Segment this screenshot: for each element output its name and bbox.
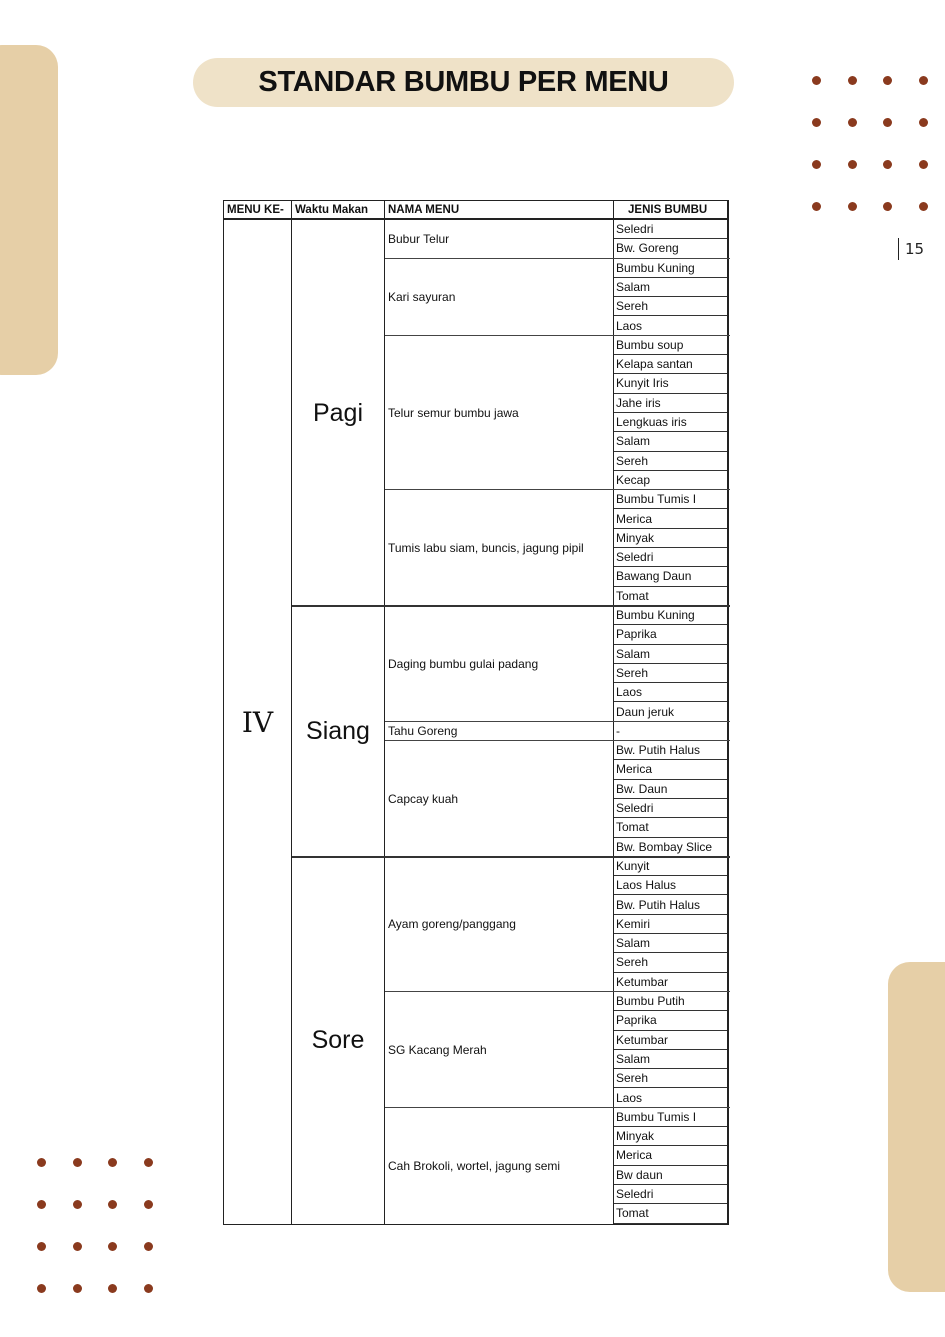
bumbu-cell: Ketumbar [614,1031,727,1050]
dot [144,1158,153,1167]
bumbu-cell: Laos Halus [614,876,727,895]
bumbu-cell: Bw. Bombay Slice [614,838,727,857]
bumbu-cell: Minyak [614,529,727,548]
dot [919,202,928,211]
bumbu-cell: Bumbu soup [614,336,727,355]
seasoning-table [223,200,729,1225]
dot [812,160,821,169]
header-menu-ke: MENU KE- [224,201,292,220]
meal-time-pagi: Pagi [312,398,364,427]
menu-name: Telur semur bumbu jawa [388,405,519,420]
page-title: STANDAR BUMBU PER MENU [258,66,669,98]
dot [37,1242,46,1251]
dot [37,1158,46,1167]
menu-name: Daging bumbu gulai padang [388,656,539,671]
bumbu-cell: Laos [614,683,727,702]
bumbu-cell: Laos [614,1089,727,1108]
bumbu-cell: Salam [614,645,727,664]
dot [919,76,928,85]
bumbu-cell: Bw daun [614,1166,727,1185]
bumbu-cell: Kecap [614,471,727,490]
column-divider [727,201,728,1224]
header-jenis-bumbu: JENIS BUMBU [614,201,729,220]
bumbu-cell: Paprika [614,1011,727,1030]
bumbu-cell: Bumbu Kuning [614,259,727,278]
dot [108,1158,117,1167]
bumbu-cell: Salam [614,432,727,451]
bumbu-cell: Sereh [614,664,727,683]
menu-name: Tumis labu siam, buncis, jagung pipil [388,541,584,556]
bumbu-cell: Tomat [614,818,727,837]
dot [919,118,928,127]
bumbu-cell: Sereh [614,1069,727,1088]
menu-name: Ayam goreng/panggang [388,917,516,932]
bumbu-cell: Ketumbar [614,973,727,992]
header-nama-menu: NAMA MENU [385,201,614,220]
bumbu-cell: Laos [614,317,727,336]
menu-name: Capcay kuah [388,791,459,806]
dot [812,202,821,211]
meal-time-siang: Siang [306,716,370,745]
bumbu-cell: Tomat [614,587,727,606]
title-banner [193,58,734,107]
bumbu-cell: Bw. Goreng [614,239,727,258]
dot [848,76,857,85]
bumbu-cell: Lengkuas iris [614,413,727,432]
dot [883,118,892,127]
dot [919,160,928,169]
dot [108,1200,117,1209]
menu-name: Kari sayuran [388,290,456,305]
bumbu-cell: Sereh [614,452,727,471]
dot [848,160,857,169]
bumbu-cell: Merica [614,1146,727,1165]
bumbu-cell: Bw. Daun [614,780,727,799]
decorative-tab-right [888,962,945,1292]
bumbu-cell: Salam [614,278,727,297]
bumbu-cell: Merica [614,760,727,779]
bumbu-cell: Seledri [614,1185,727,1204]
dot [812,118,821,127]
dot [73,1158,82,1167]
bumbu-cell: Bumbu Tumis I [614,490,727,509]
bumbu-cell: Bawang Daun [614,567,727,586]
bumbu-cell: Bumbu Kuning [614,606,727,625]
page-number: 15 [898,238,924,260]
dot [144,1200,153,1209]
dot [73,1200,82,1209]
bumbu-cell: Daun jeruk [614,703,727,722]
bumbu-cell: Bumbu Tumis I [614,1108,727,1127]
bumbu-cell: Paprika [614,625,727,644]
bumbu-cell: Bw. Putih Halus [614,896,727,915]
bumbu-cell: Seledri [614,799,727,818]
dot [108,1242,117,1251]
dot [144,1242,153,1251]
bumbu-cell: Kunyit [614,857,727,876]
dot [883,202,892,211]
menu-name: Cah Brokoli, wortel, jagung semi [388,1158,561,1173]
bumbu-cell: Kelapa santan [614,355,727,374]
dot [848,118,857,127]
menu-name: Bubur Telur [388,232,450,247]
menu-name: SG Kacang Merah [388,1042,487,1057]
bumbu-cell: Kunyit Iris [614,374,727,393]
dot [812,76,821,85]
meal-time-sore: Sore [311,1025,365,1054]
menu-name: Tahu Goreng [388,724,458,739]
bumbu-cell: Bw. Putih Halus [614,741,727,760]
bumbu-cell: Salam [614,934,727,953]
dot [883,76,892,85]
bumbu-cell: Seledri [614,220,727,239]
header-waktu-makan: Waktu Makan [292,201,385,220]
bumbu-cell: Merica [614,510,727,529]
bumbu-cell: Salam [614,1050,727,1069]
dot [37,1200,46,1209]
bumbu-cell: Tomat [614,1204,727,1223]
dot [108,1284,117,1293]
bumbu-cell: Kemiri [614,915,727,934]
dot [144,1284,153,1293]
dot [73,1242,82,1251]
dot [848,202,857,211]
bumbu-cell: Seledri [614,548,727,567]
dot [73,1284,82,1293]
bumbu-cell: - [614,722,727,741]
menu-number: IV [241,705,274,739]
dot [37,1284,46,1293]
bumbu-cell: Jahe iris [614,394,727,413]
bumbu-cell: Bumbu Putih [614,992,727,1011]
bumbu-cell: Minyak [614,1127,727,1146]
bumbu-cell: Sereh [614,953,727,972]
decorative-tab-left [0,45,58,375]
bumbu-cell: Sereh [614,297,727,316]
dot [883,160,892,169]
